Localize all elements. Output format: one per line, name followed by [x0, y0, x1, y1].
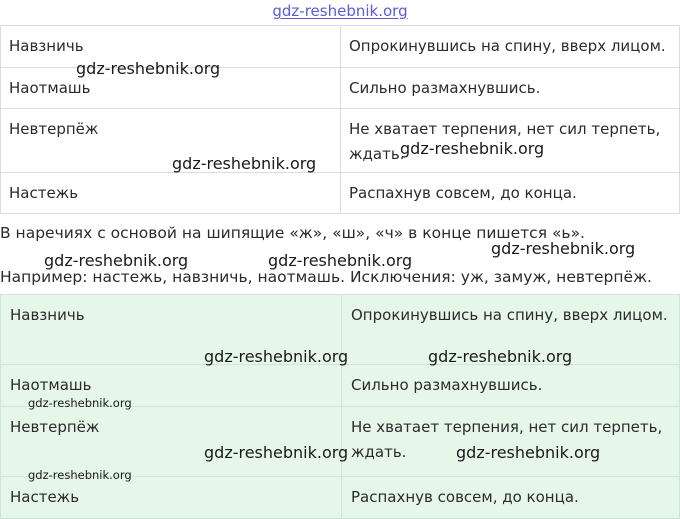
table-cell-meaning: Опрокинувшись на спину, вверх лицом.	[341, 26, 680, 68]
watermark: gdz-reshebnik.org	[400, 139, 545, 158]
table-cell-meaning: Опрокинувшись на спину, вверх лицом.	[342, 295, 680, 365]
table-cell-word: Наотмашь	[1, 365, 342, 407]
watermark: gdz-reshebnik.org	[204, 443, 349, 462]
watermark: gdz-reshebnik.org	[268, 251, 413, 270]
table-cell-meaning: Не хватает терпения, нет сил терпеть, ждать.	[342, 407, 680, 477]
table-row	[1, 109, 680, 173]
table-cell-word: Настежь	[1, 173, 341, 214]
watermark: gdz-reshebnik.org	[456, 443, 601, 462]
watermark: gdz-reshebnik.org	[491, 239, 636, 258]
table-row	[1, 68, 680, 109]
table-cell-word: Настежь	[1, 477, 342, 519]
table-row	[1, 173, 680, 214]
watermark: gdz-reshebnik.org	[172, 154, 317, 173]
table-cell-word: Наотмашь	[1, 68, 341, 109]
table-row	[1, 477, 680, 519]
words-table	[0, 25, 680, 214]
table-cell-word: Навзничь	[1, 295, 342, 365]
watermark: gdz-reshebnik.org	[204, 347, 349, 366]
table-row	[1, 407, 680, 477]
watermark: gdz-reshebnik.org	[28, 396, 132, 410]
watermark: gdz-reshebnik.org	[76, 59, 221, 78]
watermark: gdz-reshebnik.org	[428, 347, 573, 366]
table-cell-meaning: Распахнув совсем, до конца.	[341, 173, 680, 214]
table-row	[1, 295, 680, 365]
table-cell-meaning: Сильно размахнувшись.	[341, 68, 680, 109]
table-cell-word: Навзничь	[1, 26, 341, 68]
watermark: gdz-reshebnik.org	[44, 251, 189, 270]
table-row	[1, 26, 680, 68]
watermark: gdz-reshebnik.org	[28, 468, 132, 482]
site-title[interactable]: gdz-reshebnik.org	[272, 2, 408, 20]
rule-text: В наречиях с основой на шипящие «ж», «ш», «ч» в конце пишется «ь».	[0, 224, 585, 242]
table-cell-meaning: Сильно размахнувшись.	[342, 365, 680, 407]
table-cell-meaning: Распахнув совсем, до конца.	[342, 477, 680, 519]
words-table-highlighted	[0, 294, 680, 519]
table-row	[1, 365, 680, 407]
table-cell-word: Невтерпёж	[1, 109, 341, 173]
table-cell-word: Невтерпёж	[1, 407, 342, 477]
table-cell-meaning: Не хватает терпения, нет сил терпеть, ждать.	[341, 109, 680, 173]
example-text: Например: настежь, навзничь, наотмашь. Исключения: уж, замуж, невтерпёж.	[0, 268, 652, 286]
